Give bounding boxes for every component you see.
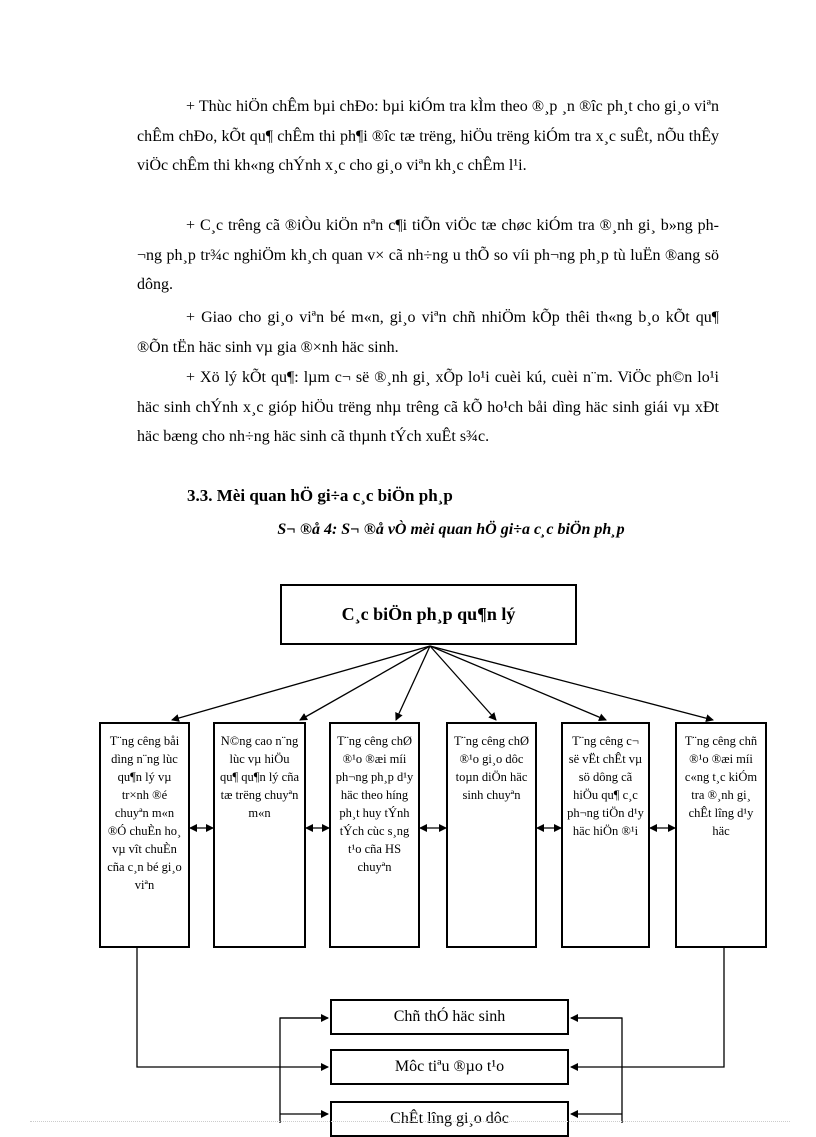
page-divider: [30, 1121, 790, 1122]
line-left-to-goal: [137, 948, 328, 1067]
outcome-box-student-subject: Chñ thÓ häc sinh: [330, 999, 569, 1035]
arrow-top-to-measure-6: [430, 646, 713, 720]
outcome-box-education-quality: ChÊt lîng gi¸o dôc: [330, 1101, 569, 1137]
measure-box-4: T¨ng cêng chØ ®¹o gi¸o dôc toµn diÖn häc sinh chuyªn: [446, 722, 537, 948]
measure-box-6: T¨ng cêng chñ ®¹o ®æi míi c«ng t¸c kiÓm tra ®¸nh gi¸ chÊt lîng d¹y häc: [675, 722, 767, 948]
paragraph-2: + C¸c trêng cã ®iÒu kiÖn nªn c¶i tiÕn viÖc tæ chøc kiÓm tra ®¸nh gi¸ b»ng ph¬ng ph¸p tr¾c nghiÖm kh¸ch quan v× cã nh÷ng u thÕ so víi ph¬ng ph¸p tù luËn ®ang sö dông.: [137, 217, 719, 294]
paragraph-1: + Thùc hiÖn chÊm bµi chÐo: bµi kiÓm tra kÌm theo ®¸p ¸n ®îc ph¸t cho gi¸o viªn chÊm chÐo, kÕt qu¶ chÊm thi ph¶i ®îc tæ trëng, hiÖu trëng kiÓm tra x¸c suÊt, nÕu thÊy viÖc chÊm thi kh«ng chÝnh x¸c cho gi¸o viªn kh¸c chÊm l¹i.: [137, 98, 719, 175]
arrow-top-to-measure-2: [300, 646, 430, 720]
paragraph-4: + Xö lý kÕt qu¶: lµm c¬ së ®¸nh gi¸ xÕp lo¹i cuèi kú, cuèi n¨m. ViÖc ph©n lo¹i häc sinh chÝnh x¸c gióp hiÖu trëng nhµ trêng cã kÕ ho¹ch båi dìng häc sinh giái vµ xÐt häc bæng cho nh÷ng häc sinh cã thµnh tÝch xuÊt s¾c.: [137, 369, 719, 446]
arrow-top-to-measure-5: [430, 646, 606, 720]
diagram-caption: S¬ ®å 4: S¬ ®å vÒ mèi quan hÖ gi÷a c¸c biÖn ph¸p: [277, 521, 625, 538]
management-measures-box: C¸c biÖn ph¸p qu¶n lý: [280, 584, 577, 645]
paragraph-3: + Giao cho gi¸o viªn bé m«n, gi¸o viªn chñ nhiÖm kÕp thêi th«ng b¸o kÕt qu¶ ®Õn tËn häc sinh vµ gia ®×nh häc sinh.: [137, 309, 719, 356]
bracket-right: [571, 1018, 622, 1123]
arrow-top-to-measure-1: [172, 646, 430, 720]
arrow-top-to-measure-4: [430, 646, 496, 720]
arrow-top-to-measure-3: [396, 646, 430, 720]
measure-box-3: T¨ng cêng chØ ®¹o ®æi míi ph¬ng ph¸p d¹y häc theo híng ph¸t huy tÝnh tÝch cùc s¸ng t¹o cña HS chuyªn: [329, 722, 420, 948]
line-right-to-goal: [571, 948, 724, 1067]
measure-box-5: T¨ng cêng c¬ së vËt chÊt vµ sö dông cã hiÖu qu¶ c¸c ph¬ng tiÖn d¹y häc hiÖn ®¹i: [561, 722, 650, 948]
section-heading: 3.3. Mèi quan hÖ gi÷a c¸c biÖn ph¸p: [187, 486, 453, 505]
measure-box-1: T¨ng cêng båi dìng n¨ng lùc qu¶n lý vµ tr×nh ®é chuyªn m«n ®Ó chuÈn ho¸ vµ vît chuÈn cña c¸n bé gi¸o viªn: [99, 722, 190, 948]
outcome-box-training-goal: Môc tiªu ®µo t¹o: [330, 1049, 569, 1085]
measure-box-2: N©ng cao n¨ng lùc vµ hiÖu qu¶ qu¶n lý cña tæ trëng chuyªn m«n: [213, 722, 306, 948]
bracket-left: [280, 1018, 328, 1123]
